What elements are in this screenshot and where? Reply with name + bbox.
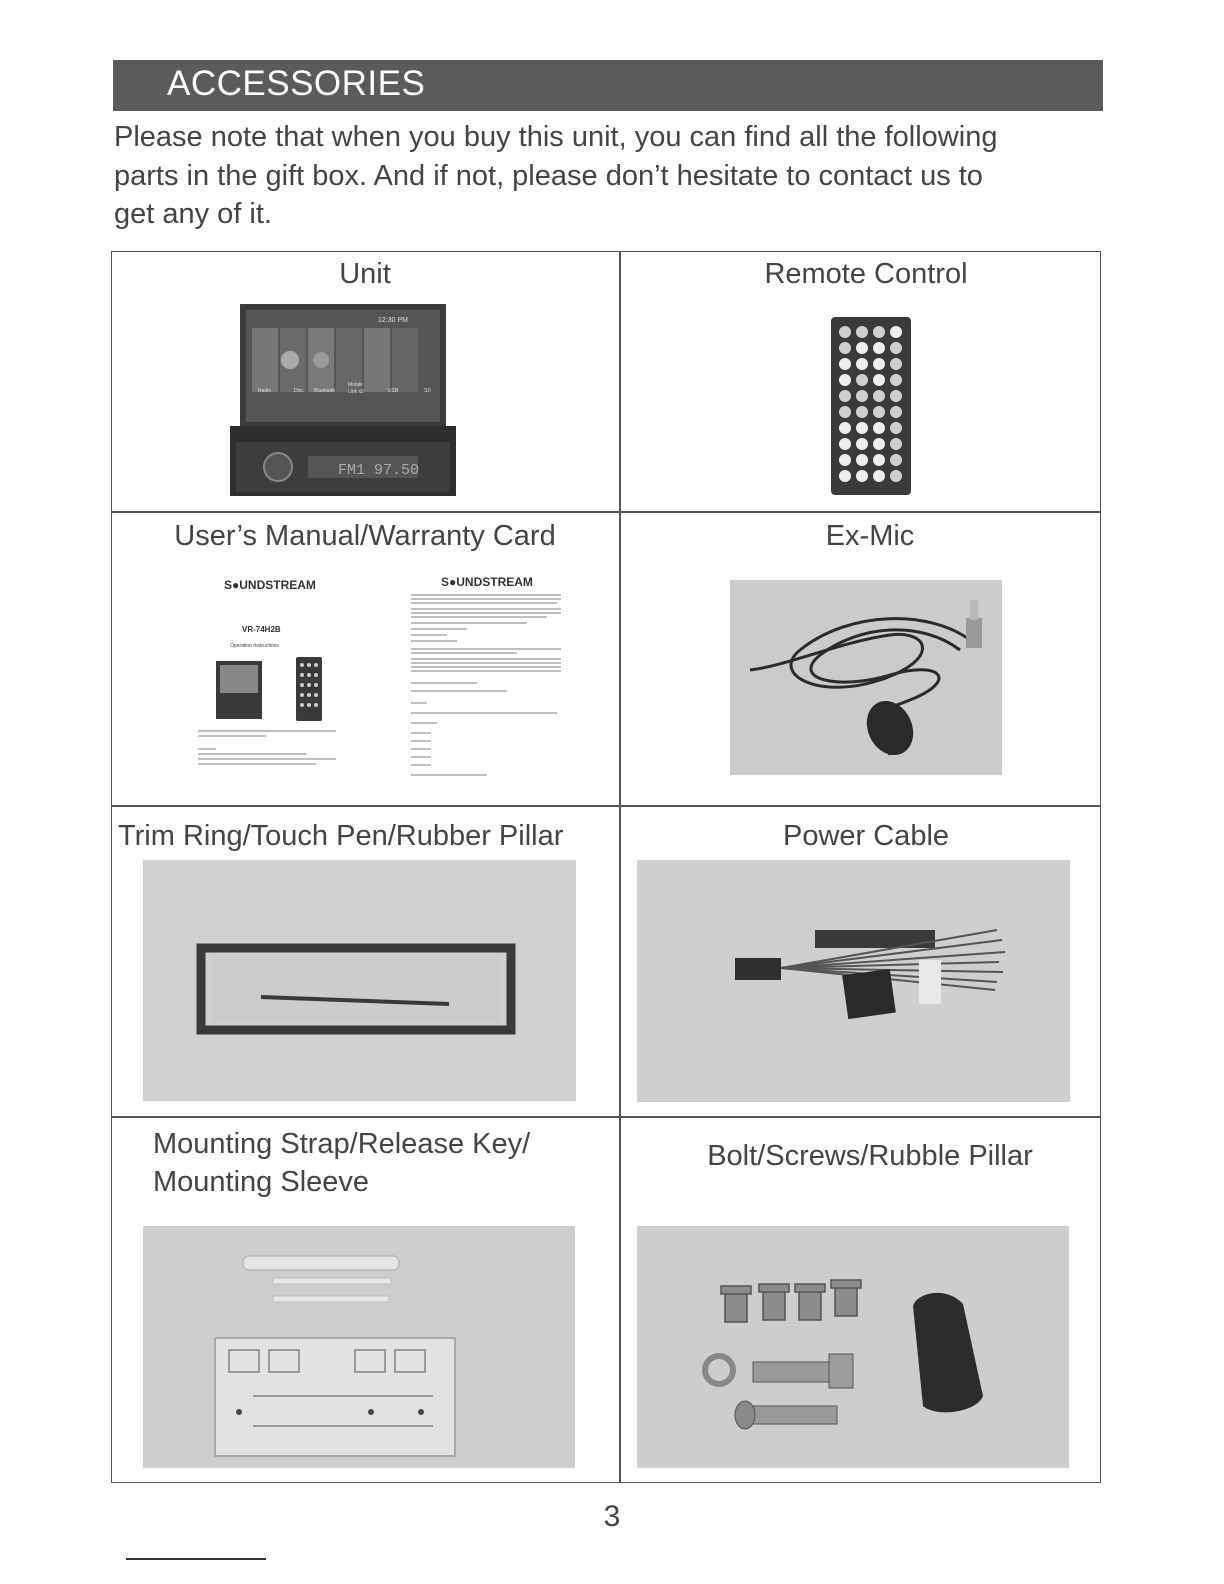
unit-display: FM1 97.50 [338,462,420,479]
svg-text:SD: SD [424,388,431,394]
mic-image [730,580,1002,775]
bolt-screws-image [637,1226,1069,1468]
mounting-kit-image [143,1226,575,1468]
trim-ring-image [143,860,576,1101]
svg-text:Link x2: Link x2 [348,389,364,395]
svg-text:Mobile: Mobile [348,382,363,388]
table-divider [111,1116,1101,1118]
manual-image [190,575,350,795]
remote-image [830,316,912,496]
cell-label-mounting-1: Mounting Strap/Release Key/ [153,1128,531,1160]
intro-line: get any of it. [114,198,272,230]
intro-line: Please note that when you buy this unit, you can find all the following [114,121,998,153]
cell-label-mic: Ex-Mic [825,520,915,552]
manual-subtitle: Operation Instructions [230,643,279,649]
unit-image [228,302,460,500]
manual-brand: S●UNDSTREAM [224,578,316,592]
manual-model: VR-74H2B [242,625,281,634]
section-title: ACCESSORIES [167,64,426,103]
power-cable-image [637,860,1070,1102]
table-divider [111,805,1101,807]
unit-clock: 12:30 PM [378,317,408,324]
intro-paragraph [114,118,1114,234]
table-divider [111,511,1101,513]
svg-text:Bluetooth: Bluetooth [314,388,336,394]
cell-label-unit: Unit [339,258,391,290]
table-divider [619,251,621,1483]
cell-label-manual: User’s Manual/Warranty Card [174,520,556,552]
warranty-brand: S●UNDSTREAM [441,575,533,589]
cell-label-mounting-2: Mounting Sleeve [153,1166,370,1198]
footer-rule [126,1558,266,1560]
warranty-card-image [405,575,565,795]
cell-label-trim: Trim Ring/Touch Pen/Rubber Pillar [118,820,564,852]
svg-text:Radio: Radio [258,388,272,394]
cell-label-remote: Remote Control [764,258,968,290]
svg-text:Disc: Disc [294,388,304,394]
cell-label-bolt: Bolt/Screws/Rubble Pillar [707,1140,1033,1172]
intro-line: parts in the gift box. And if not, please don’t hesitate to contact us to [114,159,983,192]
page-number: 3 [603,1500,621,1533]
svg-text:USB: USB [388,388,399,394]
section-header [113,60,1103,111]
cell-label-power: Power Cable [782,820,950,852]
